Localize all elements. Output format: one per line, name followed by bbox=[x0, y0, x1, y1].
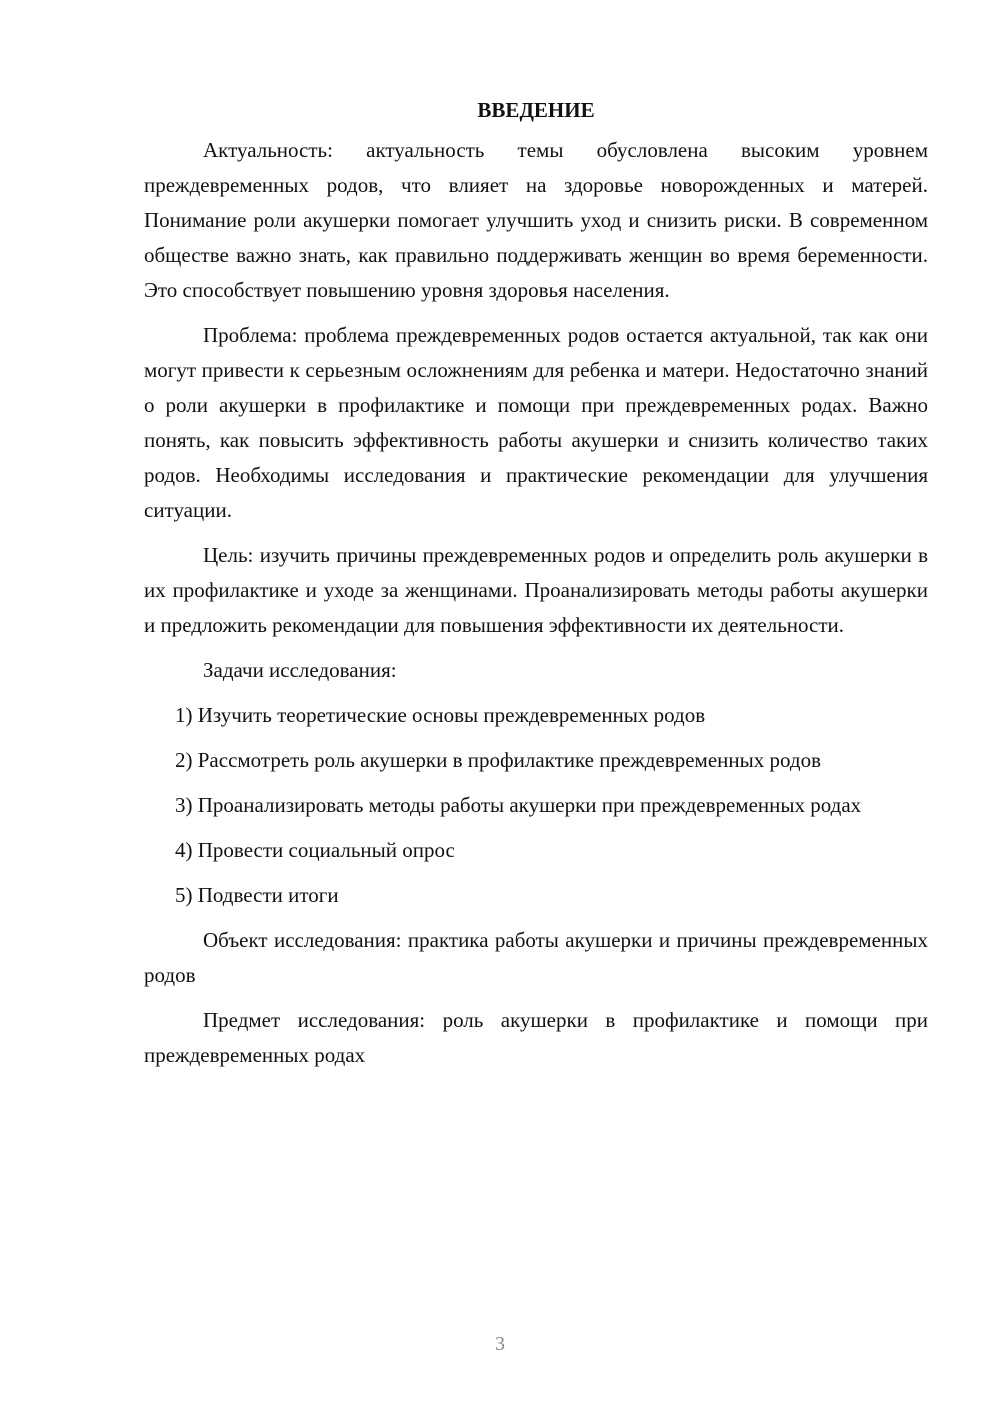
task-item-5: 5) Подвести итоги bbox=[175, 883, 339, 907]
task-item-4: 4) Провести социальный опрос bbox=[175, 838, 455, 862]
tasks-heading: Задачи исследования: bbox=[203, 658, 397, 682]
paragraph-relevance: Актуальность: актуальность темы обусловлена высоким уровнем преждевременных родов, что влияет на здоровье новорожденных и матерей. Понимание роли акушерки помогает улучшить уход и снизить риски. В современном обществе важно знать, как правильно поддерживать женщин во время беременности. Это способствует повышению уровня здоровья населения. bbox=[144, 138, 928, 302]
paragraph-problem: Проблема: проблема преждевременных родов остается актуальной, так как они могут привести к серьезным осложнениям для ребенка и матери. Недостаточно знаний о роли акушерки в профилактике и помощи при преждевременных родах. Важно понять, как повысить эффективность работы акушерки и снизить количество таких родов. Необходимы исследования и практические рекомендации для улучшения ситуации. bbox=[144, 323, 928, 522]
paragraph-object: Объект исследования: практика работы акушерки и причины преждевременных родов bbox=[144, 928, 928, 987]
paragraph-subject: Предмет исследования: роль акушерки в профилактике и помощи при преждевременных родах bbox=[144, 1008, 928, 1067]
task-item-2: 2) Рассмотреть роль акушерки в профилактике преждевременных родов bbox=[175, 748, 821, 772]
paragraph-goal: Цель: изучить причины преждевременных родов и определить роль акушерки в их профилактике и уходе за женщинами. Проанализировать методы работы акушерки и предложить рекомендации для повышения эффективности их деятельности. bbox=[144, 543, 928, 637]
page-number: 3 bbox=[495, 1333, 505, 1355]
document-title: ВВЕДЕНИЕ bbox=[477, 98, 595, 122]
task-item-3: 3) Проанализировать методы работы акушерки при преждевременных родах bbox=[175, 793, 862, 817]
task-item-1: 1) Изучить теоретические основы преждевременных родов bbox=[175, 703, 706, 727]
document-page bbox=[144, 95, 928, 1083]
